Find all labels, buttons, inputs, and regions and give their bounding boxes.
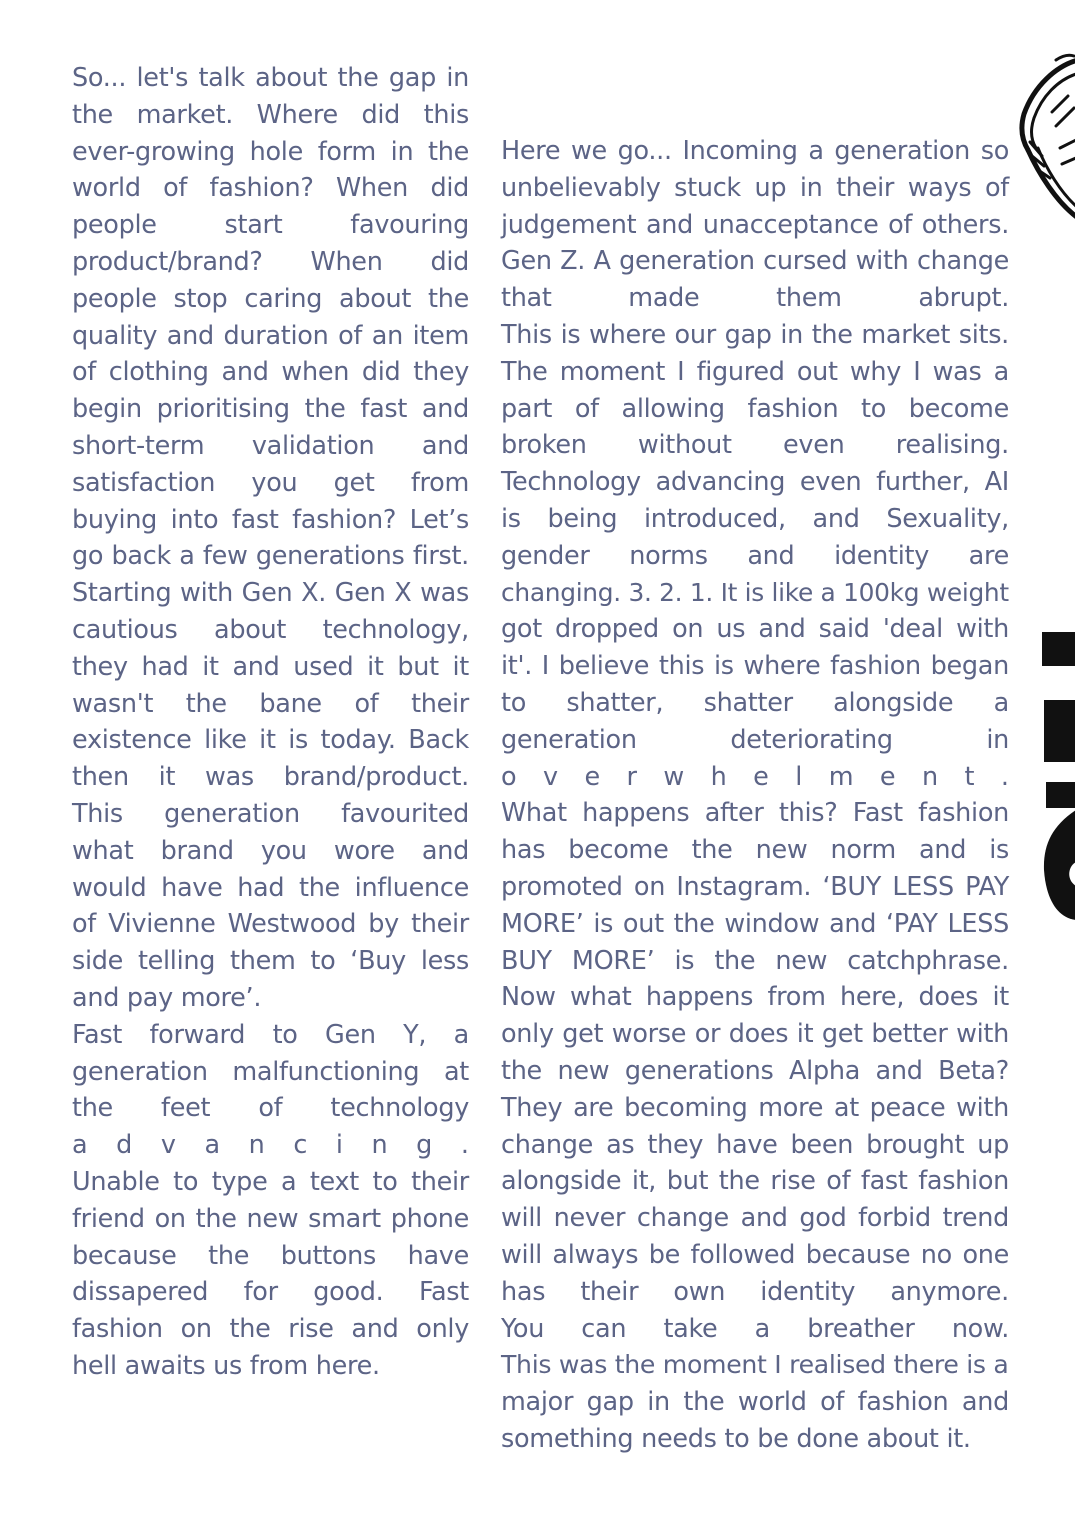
left-column-line: quality and duration of an item [72,320,469,351]
right-column-line: has their own identity anymore. [501,1276,1009,1307]
left-text-column [72,60,469,1385]
right-column-line: The moment I figured out why I was a [501,356,1009,387]
right-column-line: o v e r w h e l m e n t . [501,761,1009,792]
left-column-line: of Vivienne Westwood by their [72,909,469,940]
left-column-line: fashion on the rise and only [72,1314,469,1345]
right-column-line: MORE’ is out the window and ‘PAY LESS [501,908,1009,939]
right-column-line: will never change and god forbid trend [501,1203,1009,1234]
right-column-line: to shatter, shatter alongside a [501,687,1009,718]
left-column-line: people start favouring [72,210,469,241]
left-column-line: Starting with Gen X. Gen X was [72,578,469,609]
left-column-line: would have had the influence [72,872,469,903]
left-column-line: the market. Where did this [72,99,469,130]
cropped-letter-glyphs [1040,630,1075,920]
left-column-line: side telling them to ‘Buy less [72,946,469,977]
right-column-line: generation deteriorating in [501,724,1009,755]
right-column-line: part of allowing fashion to become [501,393,1009,424]
right-column-line: only get worse or does it get better with [501,1019,1009,1050]
right-column-line: This was the moment I realised there is a [501,1350,1009,1380]
left-column-line: then it was brand/product. [72,762,469,793]
left-column-line: cautious about technology, [72,614,469,645]
right-column-line: Technology advancing even further, AI [501,467,1009,498]
left-column-line: a d v a n c i n g . [72,1130,469,1161]
right-column-line: changing. 3. 2. 1. It is like a 100kg weight [501,577,1009,607]
left-column-line: Fast forward to Gen Y, a [72,1019,469,1050]
left-column-line: they had it and used it but it [72,651,469,682]
right-column-line: got dropped on us and said 'deal with [501,614,1009,645]
right-column-line: that made them abrupt. [501,283,1009,314]
left-column-line: go back a few generations first. [72,541,469,572]
right-column-line: They are becoming more at peace with [501,1092,1009,1123]
right-column-line: it'. I believe this is where fashion began [501,651,1009,682]
left-column-line: So... let's talk about the gap in [72,63,469,93]
right-column-line: You can take a breather now. [501,1313,1009,1344]
left-column-line: product/brand? When did [72,246,469,277]
right-column-line: unbelievably stuck up in their ways of [501,172,1009,203]
right-column-line: This is where our gap in the market sits. [501,319,1009,350]
right-column-line: broken without even realising. [501,430,1009,461]
left-column-line: world of fashion? When did [72,173,469,204]
left-column-line: Unable to type a text to their [72,1166,469,1197]
left-column-line: wasn't the bane of their [72,688,469,719]
left-column-line: the feet of technology [72,1093,469,1124]
right-column-line: the new generations Alpha and Beta? [501,1055,1009,1086]
left-column-line: begin prioritising the fast and [72,394,469,425]
right-column-line: change as they have been brought up [501,1129,1009,1160]
left-column-line: dissapered for good. Fast [72,1277,469,1308]
right-column-line: alongside it, but the rise of fast fashion [501,1166,1009,1197]
left-column-line: satisfaction you get from [72,467,469,498]
left-column-line: buying into fast fashion? Let’s [72,504,469,535]
right-column-line: Gen Z. A generation cursed with change [501,246,1009,277]
left-column-line: hell awaits us from here. [72,1350,380,1381]
right-column-line: is being introduced, and Sexuality, [501,503,1009,534]
left-column-line: existence like it is today. Back [72,725,469,756]
right-text-column [501,133,1009,1458]
left-column-line: ever-growing hole form in the [72,136,469,167]
right-column-line: Now what happens from here, does it [501,982,1009,1013]
right-column-line: Here we go... Incoming a generation so [501,136,1009,166]
right-column-line: will always be followed because no one [501,1239,1009,1270]
right-column-line: has become the new norm and is [501,835,1009,866]
right-column-line: What happens after this? Fast fashion [501,798,1009,829]
right-column-line: promoted on Instagram. ‘BUY LESS PAY [501,871,1009,902]
left-column-line: short-term validation and [72,430,469,461]
left-column-line: because the buttons have [72,1240,469,1271]
left-column-line: friend on the new smart phone [72,1203,469,1234]
right-column-line: gender norms and identity are [501,540,1009,571]
left-column-line: This generation favourited [72,798,469,829]
left-column-line: what brand you wore and [72,835,469,866]
left-column-line: people stop caring about the [72,283,469,314]
right-column-line: something needs to be done about it. [501,1423,971,1454]
left-column-line: generation malfunctioning at [72,1056,469,1087]
right-column-line: BUY MORE’ is the new catchphrase. [501,945,1009,976]
left-column-line: and pay more’. [72,982,262,1013]
right-column-line: judgement and unacceptance of others. [501,209,1009,240]
emblem-icon [1016,52,1075,222]
right-column-line: major gap in the world of fashion and [501,1387,1009,1418]
left-column-line: of clothing and when did they [72,357,469,388]
